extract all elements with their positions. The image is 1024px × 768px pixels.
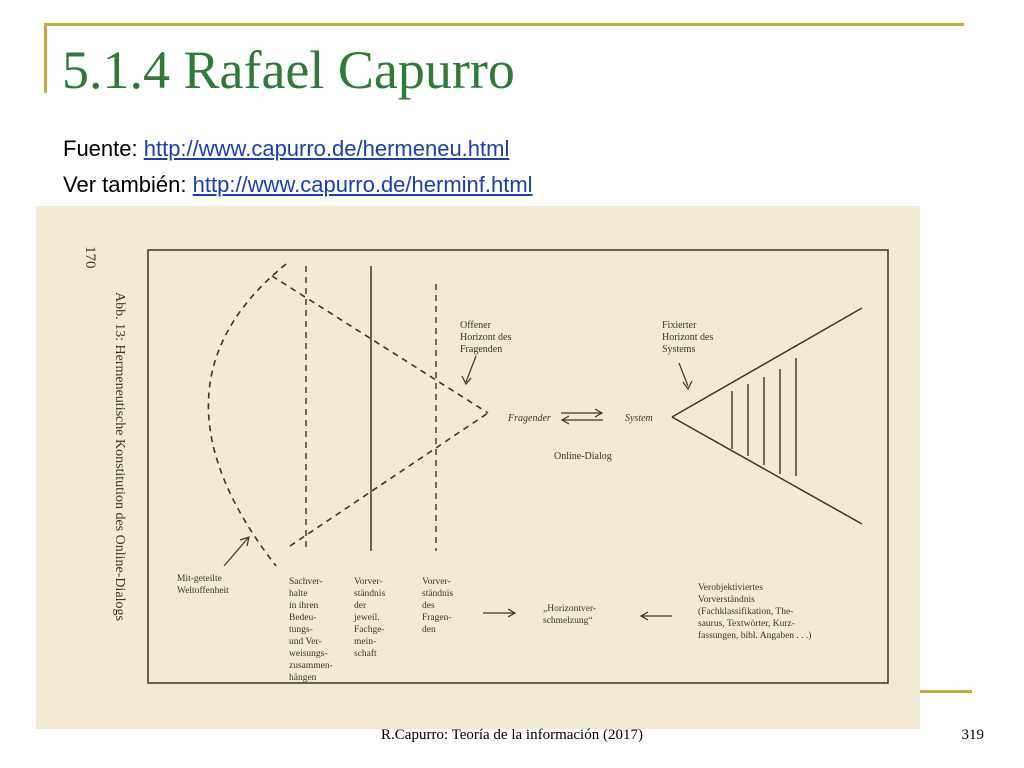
source-label: Fuente: — [63, 136, 138, 161]
scan-page-number: 170 — [82, 246, 98, 269]
system-label: System — [625, 413, 653, 424]
see-also-line — [63, 172, 533, 198]
open-horizon-upper — [272, 276, 488, 413]
open-horizon-lower — [290, 413, 488, 546]
hermeneutic-diagram — [36, 206, 920, 729]
online-dialog-label: Online-Dialog — [554, 451, 612, 462]
vorverstaendnis-fragenden-label: Vorver- ständnis des Fragen- den — [422, 577, 454, 635]
open-horizon-label: Offener Horizont des Fragenden — [460, 320, 512, 355]
source-link[interactable]: http://www.capurro.de/hermeneu.html — [143, 136, 510, 161]
source-line — [63, 136, 509, 162]
left-accent-line — [44, 23, 47, 93]
sachverhalte-label: Sachver- halte in ihren Bedeu- tungs- und Ver- weisungs- zusammen- hängen — [289, 577, 333, 683]
fragender-label: Fragender — [508, 413, 551, 424]
footer-citation: R.Capurro: Teoría de la información (2017) — [381, 727, 643, 743]
figure-caption: Abb. 13: Hermeneutische Konstitution des Online-Dialogs — [112, 292, 127, 621]
top-accent-line — [44, 23, 964, 26]
fixed-horizon-lower — [672, 417, 862, 524]
vorverstaendnis-objektiviert-label: Verobjektiviertes Vorverständnis (Fachklassifikation, The- saurus, Textwörter, Kurz- fassungen, bibl. Angaben . . .) — [698, 583, 812, 641]
horizontverschmelzung-label: „Horizontver- schmelzung“ — [543, 604, 597, 626]
weltoffenheit-arrow — [224, 538, 248, 566]
footer-page-number: 319 — [961, 727, 984, 743]
see-also-label: Ver también: — [63, 172, 187, 197]
vorverstaendnis-fachgemeinschaft-label: Vorver- ständnis der jeweil. Fachge- mein- schaft — [354, 577, 386, 659]
slide-title: 5.1.4 Rafael Capurro — [62, 40, 515, 100]
fixed-horizon-label: Fixierter Horizont des Systems — [662, 320, 714, 355]
weltoffenheit-label: Mit-geteilte Weltoffenheit — [177, 574, 229, 596]
bottom-accent-line — [920, 690, 972, 693]
scanned-figure — [36, 206, 920, 729]
see-also-link[interactable]: http://www.capurro.de/herminf.html — [192, 172, 533, 197]
fixed-horizon-upper — [672, 308, 862, 417]
openness-arc — [208, 264, 286, 566]
